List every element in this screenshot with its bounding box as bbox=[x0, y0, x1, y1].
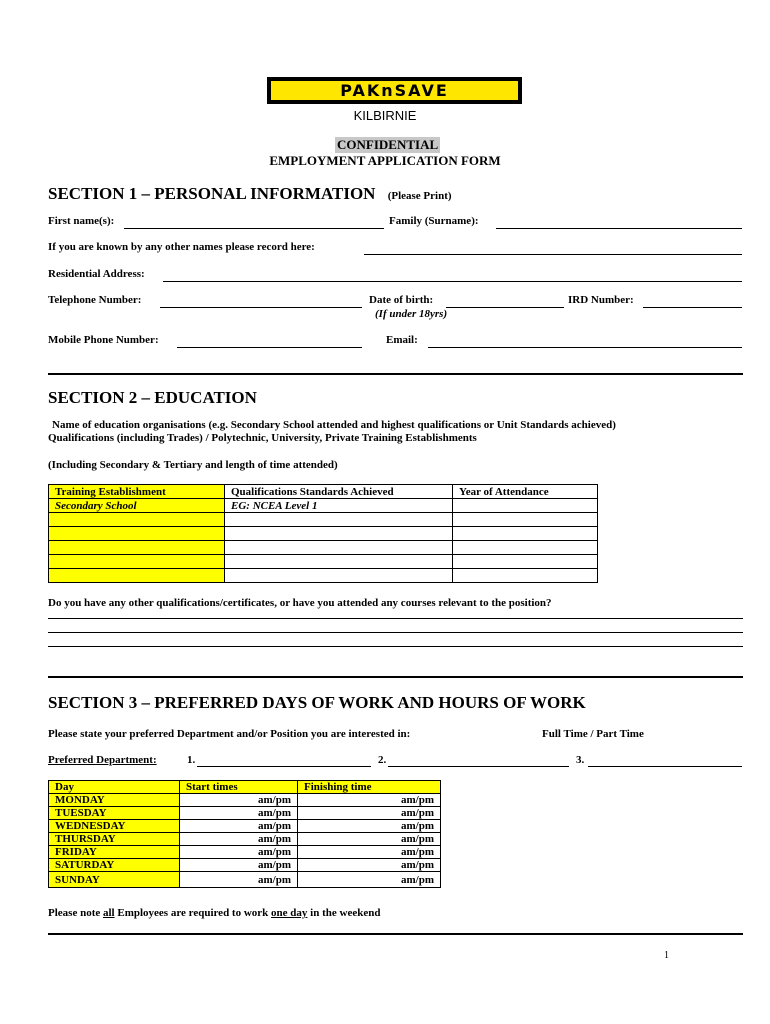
table-cell[interactable] bbox=[453, 541, 598, 555]
department-prompt: Please state your preferred Department and/or Position you are interested in: bbox=[48, 728, 411, 740]
table-row bbox=[49, 872, 441, 888]
header-start: Start times bbox=[180, 781, 298, 794]
email-field[interactable] bbox=[428, 347, 742, 348]
table-cell[interactable] bbox=[453, 499, 598, 513]
footer-divider bbox=[48, 933, 743, 935]
finish-time-cell[interactable]: am/pm bbox=[298, 794, 441, 807]
table-cell[interactable] bbox=[225, 513, 453, 527]
header-qualifications: Qualifications Standards Achieved bbox=[225, 485, 453, 499]
table-cell[interactable] bbox=[49, 527, 225, 541]
dob-field[interactable] bbox=[446, 307, 564, 308]
table-row bbox=[49, 859, 441, 872]
table-row bbox=[49, 499, 598, 513]
start-time-cell[interactable]: am/pm bbox=[180, 820, 298, 833]
start-time-cell[interactable]: am/pm bbox=[180, 872, 298, 888]
table-cell[interactable] bbox=[49, 541, 225, 555]
telephone-field[interactable] bbox=[160, 307, 362, 308]
start-time-cell[interactable]: am/pm bbox=[180, 859, 298, 872]
section-divider bbox=[48, 676, 743, 678]
paknsave-logo bbox=[267, 77, 522, 104]
email-label: Email: bbox=[386, 334, 418, 346]
ird-label: IRD Number: bbox=[568, 294, 634, 306]
table-cell[interactable]: Secondary School bbox=[49, 499, 225, 513]
table-cell[interactable] bbox=[49, 513, 225, 527]
day-label: MONDAY bbox=[49, 794, 180, 807]
section2-title: SECTION 2 – EDUCATION bbox=[48, 388, 257, 407]
start-time-cell[interactable]: am/pm bbox=[180, 807, 298, 820]
other-names-field[interactable] bbox=[364, 254, 742, 255]
education-table bbox=[48, 484, 598, 583]
day-label: WEDNESDAY bbox=[49, 820, 180, 833]
section1-note: (Please Print) bbox=[387, 190, 452, 202]
table-cell[interactable] bbox=[453, 513, 598, 527]
section-divider bbox=[48, 373, 743, 375]
table-row bbox=[49, 794, 441, 807]
days-table bbox=[48, 780, 441, 888]
weekend-note-all: all bbox=[102, 907, 115, 919]
department-option-3-field[interactable] bbox=[588, 766, 742, 767]
department-option-2-field[interactable] bbox=[388, 766, 569, 767]
table-cell[interactable] bbox=[225, 569, 453, 583]
other-qualifications-question: Do you have any other qualifications/certificates, or have you attended any courses relevant to the position? bbox=[48, 597, 552, 609]
other-names-label: If you are known by any other names please record here: bbox=[48, 241, 315, 253]
education-intro-3: (Including Secondary & Tertiary and length of time attended) bbox=[48, 459, 338, 471]
family-name-field[interactable] bbox=[496, 228, 742, 229]
answer-line[interactable] bbox=[48, 632, 743, 633]
answer-line[interactable] bbox=[48, 646, 743, 647]
dob-label: Date of birth: bbox=[369, 294, 434, 306]
finish-time-cell[interactable]: am/pm bbox=[298, 872, 441, 888]
ird-field[interactable] bbox=[643, 307, 742, 308]
table-row bbox=[49, 846, 441, 859]
day-label: TUESDAY bbox=[49, 807, 180, 820]
weekend-note-mid: Employees are required to work bbox=[114, 907, 272, 919]
finish-time-cell[interactable]: am/pm bbox=[298, 859, 441, 872]
first-name-field[interactable] bbox=[124, 228, 384, 229]
table-cell[interactable] bbox=[49, 555, 225, 569]
header-year: Year of Attendance bbox=[453, 485, 598, 499]
start-time-cell[interactable]: am/pm bbox=[180, 846, 298, 859]
day-label: THURSDAY bbox=[49, 833, 180, 846]
table-cell[interactable] bbox=[453, 569, 598, 583]
table-row bbox=[49, 807, 441, 820]
section1-title bbox=[48, 184, 452, 204]
logo-text: PAKnSAVE bbox=[340, 81, 449, 100]
finish-time-cell[interactable]: am/pm bbox=[298, 846, 441, 859]
table-row bbox=[49, 527, 598, 541]
first-name-label: First name(s): bbox=[48, 215, 115, 227]
table-row bbox=[49, 555, 598, 569]
table-row bbox=[49, 513, 598, 527]
table-cell[interactable] bbox=[453, 555, 598, 569]
day-label: SATURDAY bbox=[49, 859, 180, 872]
days-header-row bbox=[49, 781, 441, 794]
option-2-label: 2. bbox=[378, 754, 387, 766]
table-row bbox=[49, 833, 441, 846]
dob-note: (If under 18yrs) bbox=[375, 308, 448, 320]
table-row bbox=[49, 541, 598, 555]
education-intro-2: Qualifications (including Trades) / Polytechnic, University, Private Training Establishments bbox=[48, 432, 477, 444]
option-1-label: 1. bbox=[187, 754, 196, 766]
header-finish: Finishing time bbox=[298, 781, 441, 794]
address-label: Residential Address: bbox=[48, 268, 145, 280]
weekend-note-pre: Please note bbox=[48, 907, 103, 919]
table-row bbox=[49, 820, 441, 833]
table-cell[interactable] bbox=[49, 569, 225, 583]
weekend-note-post: in the weekend bbox=[307, 907, 381, 919]
header-training: Training Establishment bbox=[49, 485, 225, 499]
store-name: KILBIRNIE bbox=[353, 108, 417, 123]
address-field[interactable] bbox=[163, 281, 742, 282]
header-day: Day bbox=[49, 781, 180, 794]
preferred-department-label: Preferred Department: bbox=[48, 754, 157, 766]
table-cell[interactable] bbox=[225, 541, 453, 555]
telephone-label: Telephone Number: bbox=[48, 294, 142, 306]
form-title: EMPLOYMENT APPLICATION FORM bbox=[269, 153, 501, 168]
finish-time-cell[interactable]: am/pm bbox=[298, 807, 441, 820]
department-option-1-field[interactable] bbox=[197, 766, 371, 767]
section3-title: SECTION 3 – PREFERRED DAYS OF WORK AND HOURS OF WORK bbox=[48, 693, 586, 712]
mobile-label: Mobile Phone Number: bbox=[48, 334, 159, 346]
confidential-label: CONFIDENTIAL bbox=[337, 137, 439, 152]
education-intro-1: Name of education organisations (e.g. Secondary School attended and highest qualifications or Unit Standards achieved) bbox=[52, 419, 616, 431]
option-3-label: 3. bbox=[576, 754, 585, 766]
table-row bbox=[49, 569, 598, 583]
start-time-cell[interactable]: am/pm bbox=[180, 794, 298, 807]
table-cell[interactable] bbox=[225, 555, 453, 569]
page-number: 1 bbox=[664, 950, 669, 961]
table-cell[interactable] bbox=[225, 527, 453, 541]
finish-time-cell[interactable]: am/pm bbox=[298, 833, 441, 846]
table-cell[interactable] bbox=[453, 527, 598, 541]
weekend-note bbox=[48, 907, 380, 919]
table-cell[interactable]: EG: NCEA Level 1 bbox=[225, 499, 453, 513]
day-label: SUNDAY bbox=[49, 872, 180, 888]
family-name-label: Family (Surname): bbox=[389, 215, 479, 227]
fulltime-parttime-label: Full Time / Part Time bbox=[542, 728, 644, 740]
section1-title-text: SECTION 1 – PERSONAL INFORMATION bbox=[48, 184, 376, 203]
day-label: FRIDAY bbox=[49, 846, 180, 859]
mobile-field[interactable] bbox=[177, 347, 362, 348]
start-time-cell[interactable]: am/pm bbox=[180, 833, 298, 846]
finish-time-cell[interactable]: am/pm bbox=[298, 820, 441, 833]
answer-line[interactable] bbox=[48, 618, 743, 619]
education-header-row bbox=[49, 485, 598, 499]
weekend-note-day: one day bbox=[271, 907, 308, 919]
